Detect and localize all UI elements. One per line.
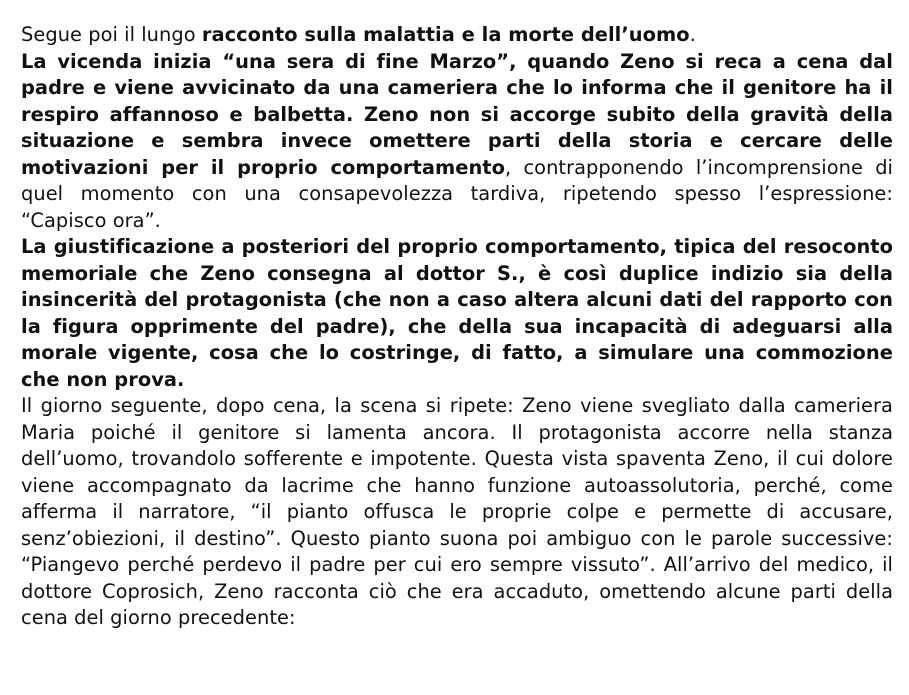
paragraph-intro — [21, 22, 893, 49]
giustificazione-bold-text: La giustificazione a posteriori del proprio comportamento, tipica del resoconto memoriale che Zeno consegna al dottor S., è così duplice indizio sia della insincerità del protagonista (che non a caso altera alcuni dati del rapporto con la figura opprimente del padre), che della sua incapacità di adeguarsi alla morale vigente, cosa che lo costringe, di fatto, a simulare una commozione che non prova. — [21, 235, 893, 391]
paragraph-giustificazione — [21, 234, 893, 393]
document-body — [21, 22, 893, 632]
vicenda-text: , contrapponendo l’incomprensione di quel momento con una consapevolezza tardiva, ripetendo spesso l’espressione: “Capisco ora”. — [21, 155, 893, 232]
vicenda-bold-text: La vicenda inizia “una sera di fine Marzo”, quando Zeno si reca a cena dal padre e viene avvicinato da una cameriera che lo informa che il genitore ha il respiro affannoso e balbetta. Zeno non si accorge subito della gravità della situazione e sembra invece omettere parti della storia e cercare delle motivazioni per il proprio comportamento — [21, 49, 893, 179]
paragraph-giorno-seguente: Il giorno seguente, dopo cena, la scena si ripete: Zeno viene svegliato dalla cameriera Maria poiché il genitore si lamenta ancora. Il protagonista accorre nella stanza dell’uomo, trovandolo sofferente e impotente. Questa vista spaventa Zeno, il cui dolore viene accompagnato da lacrime che hanno funzione autoassolutoria, perché, come afferma il narratore, “il pianto offusca le proprie colpe e permette di accusare, senz’obiezioni, il destino”. Questo pianto suona poi ambiguo con le parole successive: “Piangevo perché perdevo il padre per cui ero sempre vissuto”. All’arrivo del medico, il dottore Coprosich, Zeno racconta ciò che era accaduto, omettendo alcune parti della cena del giorno precedente: — [21, 394, 893, 629]
intro-bold-text: racconto sulla malattia e la morte dell’uomo — [201, 23, 690, 46]
intro-text: Segue poi il lungo — [21, 23, 202, 46]
intro-end-text: . — [689, 23, 696, 46]
paragraph-vicenda — [21, 49, 893, 235]
